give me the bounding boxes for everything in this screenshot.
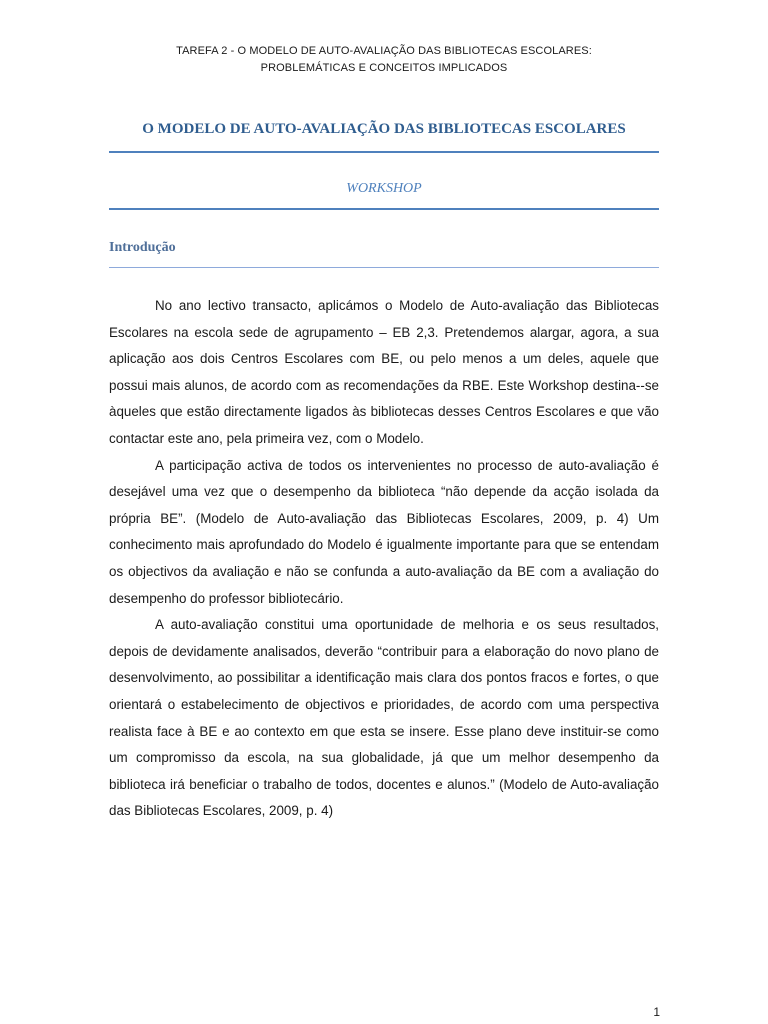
document-title: O MODELO DE AUTO-AVALIAÇÃO DAS BIBLIOTECAS ESCOLARES: [142, 121, 626, 137]
document-subtitle: WORKSHOP: [346, 181, 422, 196]
page-number: 1: [653, 1005, 660, 1019]
header-line-1: TAREFA 2 - O MODELO DE AUTO-AVALIAÇÃO DAS BIBLIOTECAS ESCOLARES:: [176, 45, 592, 57]
title-divider: [109, 151, 659, 153]
body-text: [109, 293, 659, 825]
page-header: [0, 43, 768, 77]
section-heading-divider: [109, 267, 659, 268]
paragraph: A auto-avaliação constitui uma oportunidade de melhoria e os seus resultados, depois de devidamente analisados, deverão “contribuir para a elaboração do novo plano de desenvolvimento, ao possibilitar a identificação mais clara dos pontos fracos e fortes, o que orientará o estabelecimento de objectivos e prioridades, de acordo com uma perspectiva realista face à BE e ao contexto em que esta se insere. Esse plano deve instituir-se como um compromisso da escola, na sua globalidade, já que um melhor desempenho da biblioteca irá beneficiar o trabalho de todos, docentes e alunos.” (Modelo de Auto-avaliação das Bibliotecas Escolares, 2009, p. 4): [109, 617, 659, 819]
header-line-2: PROBLEMÁTICAS E CONCEITOS IMPLICADOS: [260, 62, 508, 74]
paragraph: No ano lectivo transacto, aplicámos o Modelo de Auto-avaliação das Bibliotecas Escolares na escola sede de agrupamento – EB 2,3. Pretendemos alargar, agora, a sua aplicação aos dois Centros Escolares com BE, ou pelo menos a um deles, aquele que possui mais alunos, de acordo com as recomendações da RBE. Este Workshop destina--se àqueles que estão directamente ligados às bibliotecas desses Centros Escolares e que vão contactar este ano, pela primeira vez, com o Modelo.: [109, 298, 659, 446]
section-heading: Introdução: [109, 240, 176, 255]
subtitle-divider: [109, 208, 659, 210]
paragraph: A participação activa de todos os intervenientes no processo de auto-avaliação é desejável uma vez que o desempenho da biblioteca “não depende da acção isolada da própria BE”. (Modelo de Auto-avaliação das Bibliotecas Escolares, 2009, p. 4) Um conhecimento mais aprofundado do Modelo é igualmente importante para que se entendam os objectivos da avaliação e não se confunda a auto-avaliação da BE com a avaliação do desempenho do professor bibliotecário.: [109, 457, 659, 606]
